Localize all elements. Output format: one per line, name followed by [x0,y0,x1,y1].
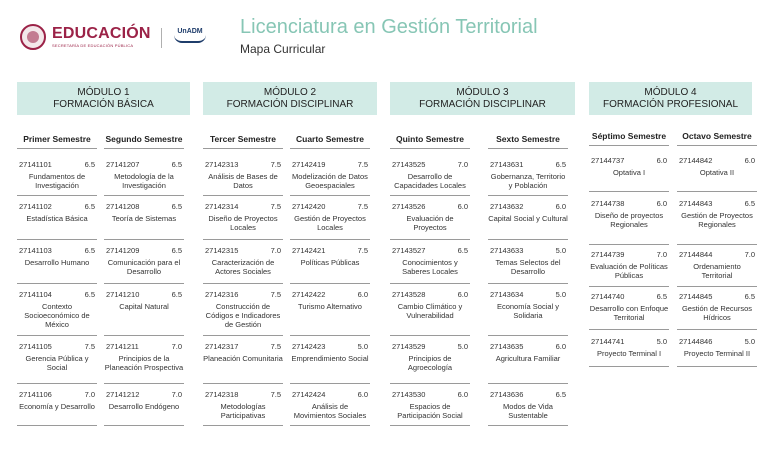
course-cell [203,202,283,240]
course-cell [17,202,97,240]
semester-column [104,131,184,149]
course-credits: 6.0 [457,202,468,211]
course-code: 27142315 [205,246,239,255]
course-name: Principios de la Planeación Prospectiva [104,354,184,372]
course-code: 27144740 [591,292,625,301]
course-name: Capital Social y Cultural [488,214,568,223]
course-cell [390,290,470,336]
course-credits: 7.5 [270,160,281,169]
course-name: Desarrollo Endógeno [108,402,180,411]
semester-title: Séptimo Semestre [591,131,667,141]
course-code: 27142314 [205,202,239,211]
course-credits: 6.5 [656,292,667,301]
course-credits: 7.0 [656,250,667,259]
course-cell [17,246,97,284]
module-name: MÓDULO 1 [77,86,130,98]
course-code: 27144738 [591,199,625,208]
course-name: Construcción de Códigos e Indicadores de Gestión [205,302,281,329]
course-name: Optativa I [612,168,646,177]
course-credits: 7.5 [270,342,281,351]
course-name: Principios de Agroecología [407,354,453,372]
course-credits: 5.0 [555,290,566,299]
course-cell [677,337,757,367]
course-code: 27144846 [679,337,713,346]
course-code: 27142424 [292,390,326,399]
course-name: Agricultura Familiar [495,354,561,363]
page-header [0,0,768,70]
module-name: MÓDULO 4 [644,86,697,98]
course-name: Metodologías Participativas [220,402,266,420]
course-cell [488,246,568,284]
course-credits: 6.0 [555,202,566,211]
course-credits: 7.0 [171,390,182,399]
course-credits: 6.5 [744,292,755,301]
course-cell [104,290,184,336]
course-cell [677,199,757,245]
course-cell [203,390,283,426]
semester-divider [203,148,283,149]
course-credits: 6.5 [84,290,95,299]
course-name: Conocimientos y Saberes Locales [402,258,458,276]
course-credits: 6.0 [656,199,667,208]
course-code: 27141211 [106,342,139,351]
course-credits: 7.5 [357,160,368,169]
course-credits: 6.0 [357,290,368,299]
course-cell [203,160,283,196]
course-code: 27142422 [292,290,326,299]
module-name: MÓDULO 3 [456,86,509,98]
semester-title: Tercer Semestre [210,134,276,144]
course-code: 27142419 [292,160,326,169]
module-area: FORMACIÓN DISCIPLINAR [226,98,354,110]
course-name: Gestión de Proyectos Regionales [681,211,753,229]
semester-divider [290,148,370,149]
course-credits: 7.5 [270,202,281,211]
course-name: Contexto Socioeconómico de México [24,302,90,329]
semester-column [488,131,568,149]
course-credits: 6.5 [84,246,95,255]
course-code: 27144842 [679,156,713,165]
semester-column [390,131,470,149]
course-credits: 6.0 [457,390,468,399]
brand-subtitle: SECRETARÍA DE EDUCACIÓN PÚBLICA [52,43,134,48]
course-cell [290,390,370,426]
course-code: 27142420 [292,202,326,211]
course-cell [488,202,568,240]
course-code: 27141208 [106,202,140,211]
course-code: 27144844 [679,250,713,259]
course-name: Evaluación de Políticas Públicas [590,262,668,280]
course-cell [203,246,283,284]
course-name: Teoría de Sistemas [111,214,177,223]
semester-column [589,128,669,146]
course-credits: 6.5 [555,160,566,169]
semester-title: Quinto Semestre [395,134,465,144]
course-cell [290,246,370,284]
course-credits: 5.0 [656,337,667,346]
course-name: Gobernanza, Territorio y Población [490,172,566,190]
course-cell [589,199,669,245]
course-code: 27143526 [392,202,426,211]
course-code: 27143634 [490,290,524,299]
course-code: 27142318 [205,390,239,399]
course-cell [488,390,568,426]
course-credits: 7.0 [84,390,95,399]
course-name: Diseño de proyectos Regionales [594,211,664,229]
course-code: 27141106 [19,390,52,399]
course-cell [290,160,370,196]
course-cell [589,292,669,330]
semester-title: Segundo Semestre [105,134,183,144]
course-name: Desarrollo Humano [24,258,90,267]
eagle-seal-icon [20,24,46,50]
course-credits: 5.0 [457,342,468,351]
course-name: Modos de Vida Sustentable [503,402,553,420]
semester-column [203,131,283,149]
semester-title: Cuarto Semestre [295,134,365,144]
course-cell [290,202,370,240]
course-code: 27143528 [392,290,426,299]
course-code: 27143636 [490,390,524,399]
course-cell [390,202,470,240]
course-cell [104,342,184,384]
course-code: 27143632 [490,202,524,211]
course-credits: 6.0 [656,156,667,165]
course-name: Planeación Comunitaria [203,354,283,363]
course-code: 27141212 [106,390,140,399]
course-cell [390,246,470,284]
course-code: 27144843 [679,199,713,208]
course-credits: 6.5 [555,390,566,399]
module-4-banner [589,82,752,115]
course-credits: 6.5 [171,202,182,211]
semester-divider [677,145,757,146]
course-code: 27141209 [106,246,140,255]
semester-column [290,131,370,149]
course-credits: 7.5 [270,290,281,299]
course-credits: 6.0 [457,290,468,299]
course-code: 27143529 [392,342,426,351]
course-credits: 6.0 [744,156,755,165]
course-cell [17,390,97,426]
course-cell [104,160,184,196]
course-cell [104,202,184,240]
course-code: 27142313 [205,160,239,169]
course-name: Diseño de Proyectos Locales [208,214,278,232]
course-name: Optativa II [699,168,735,177]
course-name: Metodología de la Investigación [114,172,174,190]
course-name: Desarrollo con Enfoque Territorial [589,304,669,322]
module-name: MÓDULO 2 [263,86,317,98]
course-cell [104,246,184,284]
semester-title: Sexto Semestre [496,134,560,144]
module-1-banner [17,82,190,115]
course-credits: 7.0 [457,160,468,169]
unadm-logo [172,28,208,48]
course-credits: 6.5 [84,202,95,211]
course-cell [488,290,568,336]
brand-name: EDUCACIÓN [52,25,151,42]
course-cell [677,156,757,192]
module-area: FORMACIÓN BÁSICA [53,98,154,110]
course-code: 27142316 [205,290,239,299]
course-code: 27144741 [591,337,625,346]
semester-column [17,131,97,149]
course-code: 27142317 [205,342,239,351]
course-credits: 6.5 [457,246,468,255]
page-subtitle: Mapa Curricular [240,42,326,56]
course-name: Evaluación de Proyectos [406,214,454,232]
semester-divider [390,148,470,149]
course-credits: 6.5 [171,160,182,169]
course-code: 27144737 [591,156,625,165]
course-cell [290,342,370,384]
logo-divider [161,28,162,48]
semester-divider [488,148,568,149]
course-code: 27141207 [106,160,140,169]
course-name: Análisis de Movimientos Sociales [293,402,367,420]
course-name: Emprendimiento Social [291,354,369,363]
course-name: Gestión de Proyectos Locales [294,214,366,232]
course-cell [203,290,283,336]
course-code: 27143635 [490,342,524,351]
course-credits: 6.5 [171,246,182,255]
course-code: 27141210 [106,290,140,299]
course-credits: 7.5 [84,342,95,351]
course-cell [488,160,568,196]
course-cell [488,342,568,384]
course-name: Estadística Básica [26,214,88,223]
course-name: Proyecto Terminal I [596,349,662,358]
course-code: 27141102 [19,202,52,211]
course-cell [677,292,757,330]
course-name: Modelización de Datos Geoespaciales [292,172,368,190]
course-credits: 6.5 [744,199,755,208]
course-cell [17,160,97,196]
course-cell [589,250,669,287]
course-code: 27143633 [490,246,524,255]
course-cell [589,156,669,192]
course-credits: 7.0 [744,250,755,259]
course-name: Turismo Alternativo [298,302,362,311]
course-cell [677,250,757,287]
course-credits: 7.0 [270,246,281,255]
course-cell [17,342,97,384]
course-credits: 5.0 [744,337,755,346]
course-cell [390,342,470,384]
course-name: Políticas Públicas [300,258,360,267]
course-code: 27143631 [490,160,524,169]
course-cell [104,390,184,426]
semester-column [677,128,757,146]
course-code: 27142423 [292,342,326,351]
course-code: 27144845 [679,292,713,301]
semester-title: Octavo Semestre [682,131,752,141]
course-credits: 7.0 [171,342,182,351]
semester-divider [17,148,97,149]
course-name: Proyecto Terminal II [683,349,751,358]
course-code: 27141104 [19,290,52,299]
course-code: 27143525 [392,160,426,169]
course-code: 27142421 [292,246,326,255]
module-area: FORMACIÓN DISCIPLINAR [419,98,546,110]
course-code: 27141101 [19,160,52,169]
course-credits: 6.0 [357,390,368,399]
course-code: 27141103 [19,246,52,255]
course-credits: 6.0 [555,342,566,351]
course-name: Caracterización de Actores Sociales [211,258,275,276]
course-code: 27141105 [19,342,52,351]
module-2-banner [203,82,377,115]
semester-divider [104,148,184,149]
course-name: Temas Selectos del Desarrollo [495,258,561,276]
course-name: Economía y Desarrollo [19,402,95,411]
course-name: Economía Social y Solidaria [496,302,560,320]
module-3-banner [390,82,575,115]
course-name: Comunicación para el Desarrollo [107,258,181,276]
course-cell [17,290,97,336]
course-credits: 6.5 [171,290,182,299]
course-name: Ordenamiento Territorial [693,262,741,280]
course-name: Cambio Climático y Vulnerabilidad [397,302,463,320]
course-cell [589,337,669,367]
course-code: 27143527 [392,246,426,255]
course-credits: 7.5 [270,390,281,399]
course-credits: 7.5 [357,202,368,211]
semester-title: Primer Semestre [23,134,91,144]
course-name: Gestión de Recursos Hídricos [681,304,753,322]
course-credits: 6.5 [84,160,95,169]
course-name: Desarrollo de Capacidades Locales [394,172,466,190]
sep-logo [20,24,151,50]
course-credits: 5.0 [357,342,368,351]
course-cell [203,342,283,384]
semester-divider [589,145,669,146]
course-code: 27143530 [392,390,426,399]
course-name: Capital Natural [119,302,169,311]
course-credits: 7.5 [357,246,368,255]
course-name: Gerencia Pública y Social [25,354,89,372]
course-name: Análisis de Bases de Datos [208,172,278,190]
course-credits: 5.0 [555,246,566,255]
course-cell [390,390,470,426]
partner-name: UnADM [177,28,203,35]
course-code: 27144739 [591,250,625,259]
course-cell [390,160,470,196]
course-cell [290,290,370,336]
course-name: Espacios de Participación Social [397,402,463,420]
unadm-arc-icon [174,35,206,43]
page-title: Licenciatura en Gestión Territorial [240,16,538,38]
module-area: FORMACIÓN PROFESIONAL [602,98,738,110]
course-name: Fundamentos de Investigación [28,172,86,190]
